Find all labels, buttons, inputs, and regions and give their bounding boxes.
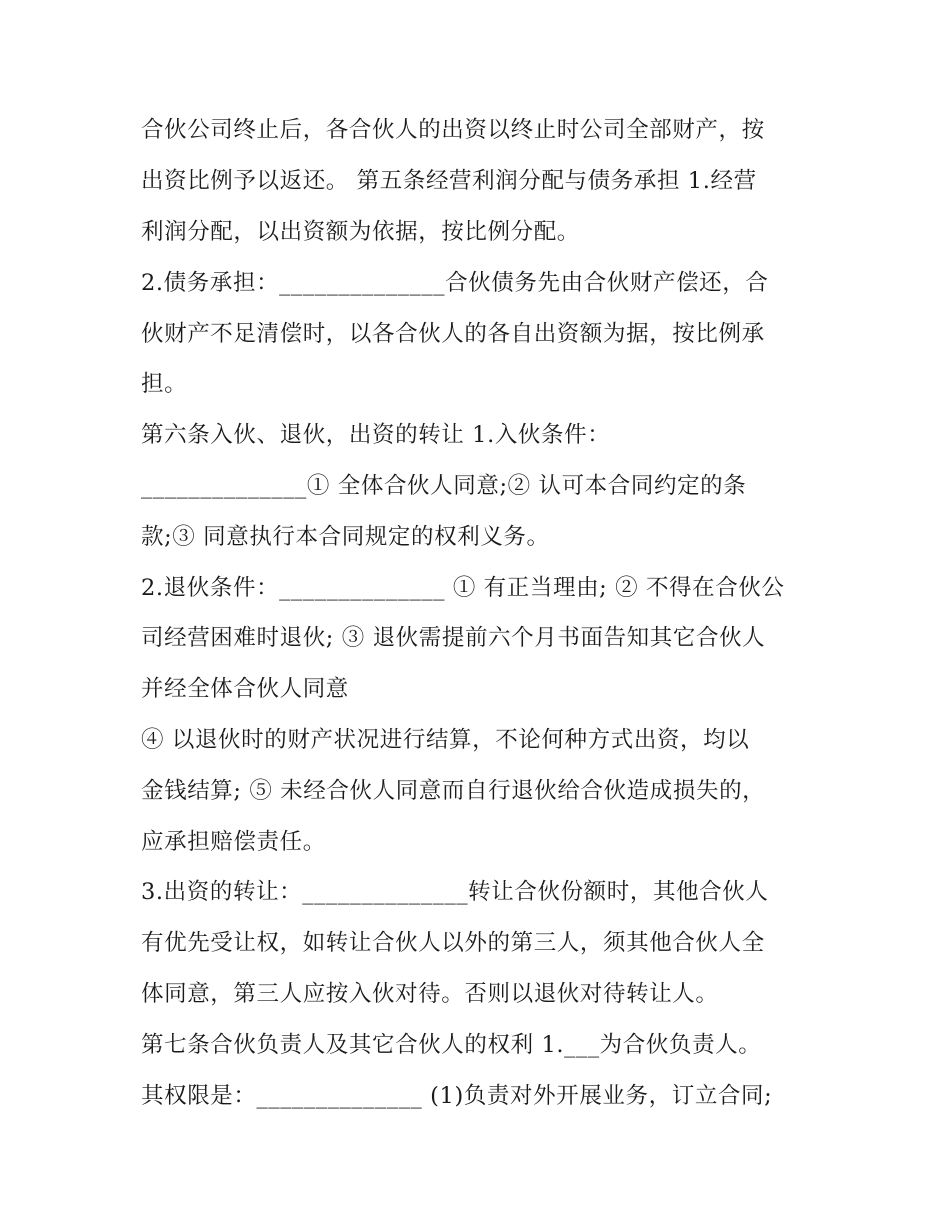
text-line: 合伙公司终止后，各合伙人的出资以终止时公司全部财产，按 bbox=[141, 117, 765, 143]
text-line: 其权限是：______________ (1)负责对外开展业务，订立合同; bbox=[141, 1083, 773, 1109]
text-line: 伙财产不足清偿时，以各合伙人的各自出资额为据，按比例承 bbox=[141, 321, 765, 347]
text-line: 体同意，第三人应按入伙对待。否则以退伙对待转让人。 bbox=[141, 981, 719, 1007]
text-line: 金钱结算; ⑤ 未经合伙人同意而自行退伙给合伙造成损失的， bbox=[141, 778, 766, 804]
text-line: 第七条合伙负责人及其它合伙人的权利 1.___为合伙负责人。 bbox=[141, 1032, 762, 1058]
text-line: 有优先受让权，如转让合伙人以外的第三人，须其他合伙人全 bbox=[141, 930, 765, 956]
text-line: 2.债务承担：______________合伙债务先由合伙财产偿还，合 bbox=[141, 270, 769, 296]
text-line: 2.退伙条件：______________ ① 有正当理由; ② 不得在合伙公 bbox=[141, 575, 785, 601]
text-line: ④ 以退伙时的财产状况进行结算，不论何种方式出资，均以 bbox=[141, 727, 750, 753]
text-line: 第六条入伙、退伙，出资的转让 1.入伙条件： bbox=[141, 422, 611, 448]
text-line: 利润分配，以出资额为依据，按比例分配。 bbox=[141, 219, 580, 245]
text-line: 出资比例予以返还。 第五条经营利润分配与债务承担 1.经营 bbox=[141, 168, 757, 194]
text-line: 应承担赔偿责任。 bbox=[141, 829, 326, 855]
text-line: 担。 bbox=[141, 371, 188, 397]
text-line: 款;③ 同意执行本合同规定的权利义务。 bbox=[141, 524, 550, 550]
text-line: 并经全体合伙人同意 bbox=[141, 676, 349, 702]
text-line: 司经营困难时退伙; ③ 退伙需提前六个月书面告知其它合伙人 bbox=[141, 625, 766, 651]
text-line: ______________① 全体合伙人同意;② 认可本合同约定的条 bbox=[141, 473, 747, 499]
text-line: 3.出资的转让：______________转让合伙份额时，其他合伙人 bbox=[141, 879, 769, 905]
